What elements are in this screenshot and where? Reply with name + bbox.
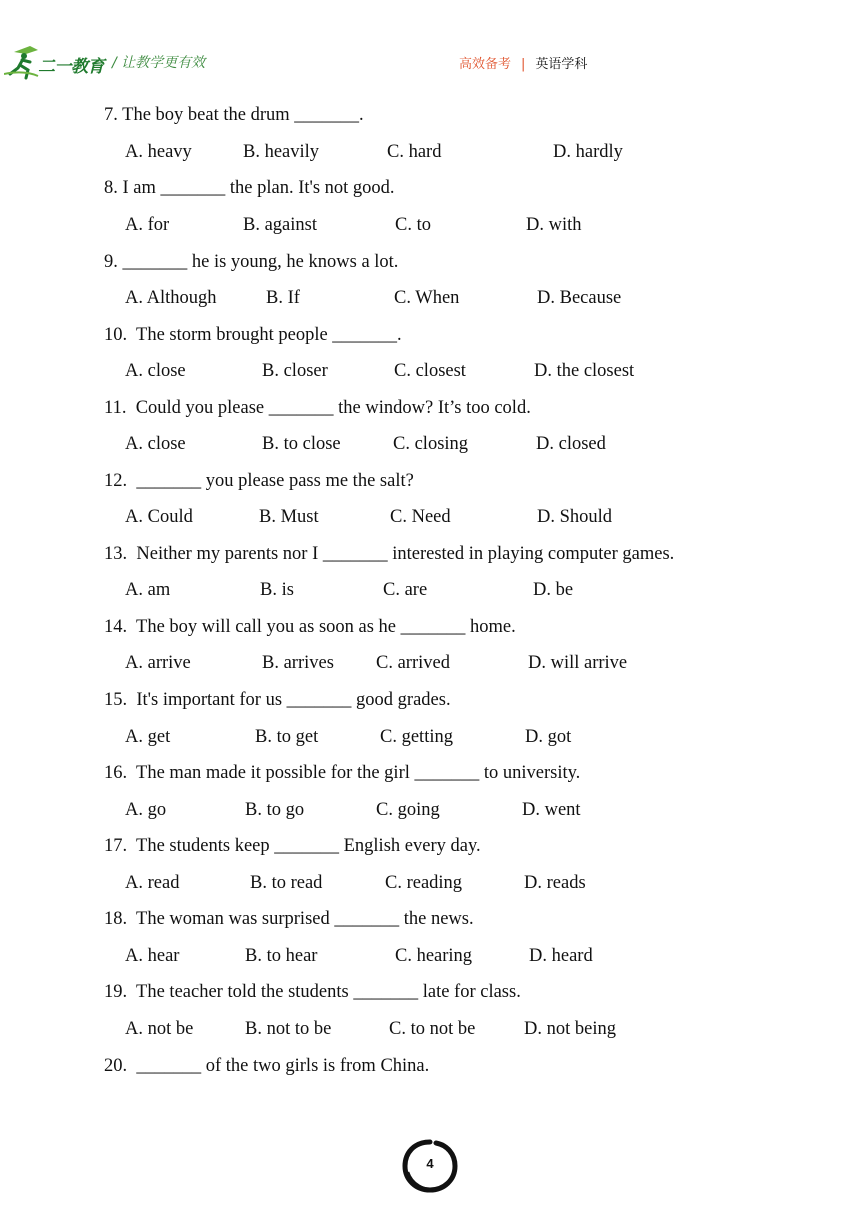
question-option: A. for [125, 215, 170, 235]
question-option: C. hard [387, 142, 442, 162]
header-slogan: / 让教学更有效 [112, 55, 206, 71]
question-option: C. to [395, 215, 431, 235]
question-option: B. to close [262, 434, 341, 454]
question-option: A. close [125, 361, 186, 381]
question-option: B. If [266, 288, 300, 308]
question-option: D. got [525, 727, 572, 747]
question-option: D. closed [536, 434, 606, 454]
question-option: B. not to be [245, 1019, 332, 1039]
question-option: B. against [243, 215, 317, 235]
question-option: C. closest [394, 361, 466, 381]
question-option: D. hardly [553, 142, 623, 162]
question-option: A. get [125, 727, 171, 747]
question-stem: 14. The boy will call you as soon as he _______ home. [104, 617, 516, 637]
header-separator: | [521, 57, 526, 72]
header-subject [459, 53, 587, 72]
question-option: A. close [125, 434, 186, 454]
question-stem: 10. The storm brought people _______. [104, 325, 402, 345]
question-option: D. will arrive [528, 653, 628, 673]
question-option: B. to hear [245, 946, 318, 966]
question-option: B. to read [250, 873, 323, 893]
question-option: C. When [394, 288, 460, 308]
question-option: A. arrive [125, 653, 191, 673]
question-option: A. go [125, 800, 167, 820]
question-option: C. arrived [376, 653, 450, 673]
question-stem: 16. The man made it possible for the girl _______ to university. [104, 763, 581, 783]
question-option: D. not being [524, 1019, 616, 1039]
page-number: 4 [426, 1156, 434, 1171]
question-stem: 17. The students keep _______ English every day. [104, 836, 481, 856]
question-option: C. to not be [389, 1019, 476, 1039]
page-number-badge [400, 1136, 460, 1196]
question-option: D. be [533, 580, 574, 600]
question-option: B. arrives [262, 653, 334, 673]
question-option: C. are [383, 580, 428, 600]
question-stem: 18. The woman was surprised _______ the news. [104, 909, 474, 929]
question-option: B. is [260, 580, 294, 600]
question-option: C. getting [380, 727, 453, 747]
question-stem: 13. Neither my parents nor I _______ interested in playing computer games. [104, 544, 675, 564]
question-option: B. closer [262, 361, 328, 381]
question-option: A. heavy [125, 142, 192, 162]
header-subject-label: 英语学科 [535, 57, 588, 72]
question-option: A. am [125, 580, 171, 600]
question-option: A. not be [125, 1019, 194, 1039]
question-option: B. to go [245, 800, 305, 820]
question-option: D. Should [537, 507, 613, 527]
question-option: B. Must [259, 507, 319, 527]
question-option: D. the closest [534, 361, 635, 381]
question-stem: 19. The teacher told the students _______ late for class. [104, 982, 521, 1002]
question-option: D. heard [529, 946, 593, 966]
question-option: D. reads [524, 873, 586, 893]
question-option: A. hear [125, 946, 180, 966]
page-header [0, 0, 860, 95]
logo-text: 二一教育 [38, 57, 104, 77]
question-option: B. heavily [243, 142, 320, 162]
question-option: C. Need [390, 507, 451, 527]
question-option: A. Although [125, 288, 217, 308]
question-stem: 8. I am _______ the plan. It's not good. [104, 178, 395, 198]
question-stem: 7. The boy beat the drum _______. [104, 105, 364, 125]
header-exam-label: 高效备考 [459, 57, 512, 72]
question-option: C. reading [385, 873, 463, 893]
question-option: D. went [522, 800, 581, 820]
question-option: D. Because [537, 288, 622, 308]
question-option: C. going [376, 800, 440, 820]
question-stem: 15. It's important for us _______ good grades. [104, 690, 451, 710]
question-stem: 11. Could you please _______ the window? It’s too cold. [104, 398, 531, 418]
question-stem: 9. _______ he is young, he knows a lot. [104, 252, 399, 272]
question-stem: 20. _______ of the two girls is from China. [104, 1056, 430, 1076]
question-option: B. to get [255, 727, 319, 747]
question-option: D. with [526, 215, 582, 235]
question-option: A. Could [125, 507, 193, 527]
question-option: C. hearing [395, 946, 473, 966]
question-option: A. read [125, 873, 180, 893]
question-stem: 12. _______ you please pass me the salt? [104, 471, 414, 491]
question-option: C. closing [393, 434, 469, 454]
